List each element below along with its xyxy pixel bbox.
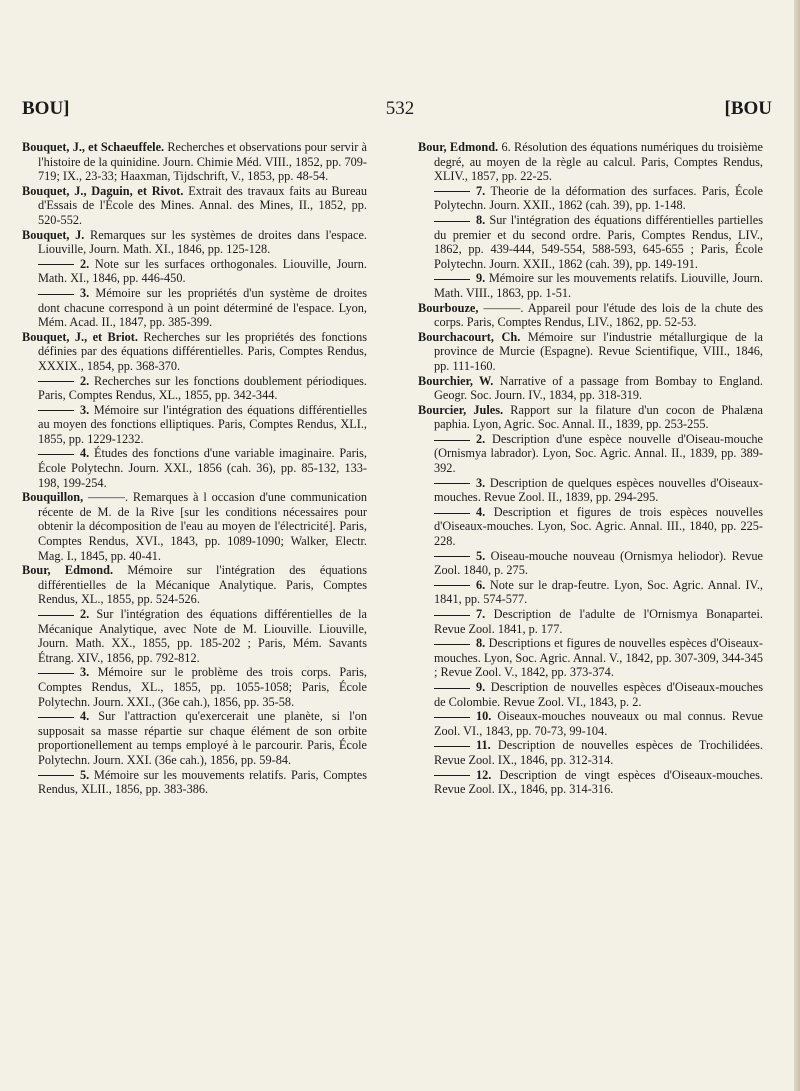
bibliography-entry xyxy=(22,330,367,374)
entry-citation: Mémoire sur le problème des trois corps. Paris, Comptes Rendus, XL., 1855, pp. 1055-1058; Paris, École Polytechn. Journ. XXI., (36e cah.), 1856, pp. 35-58. xyxy=(38,665,367,709)
bibliography-subentry xyxy=(22,768,367,797)
entry-citation: Note sur le drap-feutre. Lyon, Soc. Agric. Annal. IV., 1841, pp. 574-577. xyxy=(434,577,763,607)
entry-number: 3. xyxy=(80,285,90,300)
repeat-author-dash xyxy=(434,585,470,586)
repeat-author-dash xyxy=(434,221,470,222)
bibliography-subentry xyxy=(418,271,763,300)
repeat-author-dash xyxy=(38,294,74,295)
bibliography-subentry xyxy=(418,213,763,271)
entry-citation: Description et figures de trois espèces nouvelles d'Oiseaux-mouches. Lyon, Soc. Agric. Annal. III., 1840, pp. 225-228. xyxy=(434,504,763,549)
repeat-author-dash xyxy=(434,556,470,557)
bibliography-entry xyxy=(22,563,367,607)
bibliography-subentry xyxy=(418,768,763,797)
bibliography-subentry xyxy=(22,607,367,665)
repeat-author-dash xyxy=(38,615,74,616)
left-column xyxy=(22,140,367,797)
bibliography-subentry xyxy=(22,665,367,709)
bibliography-subentry xyxy=(22,374,367,403)
bibliography-entry xyxy=(418,301,763,330)
entry-citation: Description de quelques espèces nouvelles d'Oiseaux-mouches. Revue Zool. II., 1839, pp. 294-295. xyxy=(434,475,763,505)
repeat-author-dash xyxy=(38,264,74,265)
bibliography-subentry xyxy=(418,709,763,738)
bibliography-subentry xyxy=(22,257,367,286)
entry-number: 12. xyxy=(476,767,492,782)
bibliography-subentry xyxy=(22,709,367,767)
repeat-author-dash xyxy=(38,410,74,411)
entry-author: Bourcier, Jules. xyxy=(418,402,504,417)
entry-citation: Recherches et observations pour servir à l'histoire de la quinidine. Journ. Chimie Méd. VIII., 1852, pp. 709-719; IX., 23-33; Haaxman, Tijdschrift, V., 1853, pp. 48-54. xyxy=(38,140,367,184)
bibliography-entry xyxy=(22,490,367,563)
bibliography-entry xyxy=(22,184,367,228)
entry-citation: Description de vingt espèces d'Oiseaux-mouches. Revue Zool. IX., 1846, pp. 314-316. xyxy=(434,767,763,797)
entry-number: 3. xyxy=(476,475,486,490)
entry-number: 3. xyxy=(80,402,90,417)
repeat-author-dash xyxy=(434,688,470,689)
bibliography-entry xyxy=(418,330,763,374)
entry-author: Bouquet, J., et Schaeuffele. xyxy=(22,140,165,154)
entry-citation: Description d'une espèce nouvelle d'Oiseau-mouche (Ornismya labrador). Lyon, Soc. Agric. Annal. II., 1839, pp. 389-392. xyxy=(434,431,763,476)
page-number: 532 xyxy=(385,98,415,119)
entry-number: 7. xyxy=(476,183,486,198)
entry-number: 8. xyxy=(476,212,486,227)
entry-number: 11. xyxy=(476,738,491,753)
bibliography-entry xyxy=(22,140,367,184)
page-header xyxy=(0,98,800,124)
entry-citation: ———. Remarques à l occasion d'une communication récente de M. de la Rive [sur les conditions nécessaires pour obtenir la décomposition de l'eau au moyen de l'électricité]. Paris, Comptes Rendus, XVI., 1843, pp. 1089-1090; Walker, Electr. Mag. I., 1845, pp. 40-41. xyxy=(38,490,367,563)
repeat-author-dash xyxy=(38,673,74,674)
entry-citation: Description de l'adulte de l'Ornismya Bonapartei. Revue Zool. 1841, p. 177. xyxy=(434,607,763,636)
entry-citation: Narrative of a passage from Bombay to England. Geogr. Soc. Journ. IV., 1834, pp. 318-319. xyxy=(434,373,764,403)
entry-number: 9. xyxy=(476,271,486,286)
repeat-author-dash xyxy=(434,775,470,776)
repeat-author-dash xyxy=(434,746,470,747)
entry-citation: Études des fonctions d'une variable imaginaire. Paris, École Polytechn. Journ. XXI., 1856 (cah. 36), pp. 85-132, 133-198, 199-254. xyxy=(38,446,367,490)
page-edge xyxy=(794,0,800,1091)
bibliography-subentry xyxy=(418,607,763,636)
entry-number: 2. xyxy=(80,373,90,388)
bibliography-subentry xyxy=(418,505,763,549)
bibliography-subentry xyxy=(418,549,763,578)
entry-author: Bourchacourt, Ch. xyxy=(418,329,521,344)
entry-number: 2. xyxy=(80,607,90,621)
entry-citation: Mémoire sur l'industrie métallurgique de la province de Murcie (Espagne). Revue Scientifique, VIII., 1846, pp. 111-160. xyxy=(434,329,763,373)
entry-citation: Theorie de la déformation des surfaces. Paris, École Polytechn. Journ. XXII., 1862 (cah. 39), pp. 1-148. xyxy=(434,183,763,213)
entry-citation: Extrait des travaux faits au Bureau d'Essais de l'École des Mines. Annal. des Mines, II., 1852, pp. 520-552. xyxy=(38,183,368,227)
entry-number: 2. xyxy=(476,431,486,446)
entry-citation: Recherches sur les fonctions doublement périodiques. Paris, Comptes Rendus, XL., 1855, pp. 342-344. xyxy=(38,373,368,403)
bibliography-subentry xyxy=(418,432,763,476)
entry-number: 8. xyxy=(476,636,486,651)
entry-author: Bour, Edmond. xyxy=(418,140,499,154)
repeat-author-dash xyxy=(38,775,74,776)
bibliography-subentry xyxy=(418,578,763,607)
entry-number: 5. xyxy=(80,767,90,782)
entry-number: 5. xyxy=(476,548,486,563)
entry-citation: Note sur les surfaces orthogonales. Liouville, Journ. Math. XI., 1846, pp. 446-450. xyxy=(38,256,367,286)
entry-author: Bouquet, J., Daguin, et Rivot. xyxy=(22,183,184,198)
entry-author: Bouquillon, xyxy=(22,490,84,505)
entry-author: Bourbouze, xyxy=(418,300,479,315)
bibliography-entry xyxy=(418,140,763,184)
entry-citation: ———. Appareil pour l'étude des lois de la chute des corps. Paris, Comptes Rendus, LIV., 1862, pp. 52-53. xyxy=(434,300,764,330)
entry-number: 4. xyxy=(80,446,90,461)
right-column xyxy=(418,140,763,797)
repeat-author-dash xyxy=(434,717,470,718)
entry-citation: Sur l'intégration des équations différentielles de la Mécanique Analytique, avec Note de M. Liouville. Liouville, Journ. Math. XX., 1855, pp. 185-202 ; Paris, Mém. Savants Étrang. XIV., 1856, pp. 792-812. xyxy=(38,607,367,665)
bibliography-subentry xyxy=(22,403,367,447)
entry-number: 4. xyxy=(476,504,486,519)
repeat-author-dash xyxy=(434,513,470,514)
entry-citation: Mémoire sur les mouvements relatifs. Liouville, Journ. Math. VIII., 1863, pp. 1-51. xyxy=(434,271,764,300)
header-left-key: BOU] xyxy=(22,98,70,119)
entry-citation: Description de nouvelles espèces de Trochilidées. Revue Zool. IX., 1846, pp. 312-314. xyxy=(434,738,764,767)
entry-author: Bourchier, W. xyxy=(418,373,494,388)
entry-citation: Mémoire sur l'intégration des équations différentielles au moyen des fonctions elliptiques. Paris, Comptes Rendus, XLI., 1855, pp. 1229-1232. xyxy=(38,402,367,446)
repeat-author-dash xyxy=(434,644,470,645)
entry-citation: Recherches sur les propriétés des fonctions définies par des équations différentielles. Paris, Comptes Rendus, XXXIX., 1854, pp. 368-370. xyxy=(38,329,368,373)
entry-citation: Sur l'attraction qu'exercerait une planète, si l'on supposait sa masse répartie sur chaque élément de son orbite proportionellement au temps employé à le parcourir. Paris, École Polytechn. Journ. XXI. (36e cah.), 1856, pp. 59-84. xyxy=(38,709,367,767)
repeat-author-dash xyxy=(434,191,470,192)
repeat-author-dash xyxy=(434,615,470,616)
entry-number: 7. xyxy=(476,607,486,621)
bibliography-subentry xyxy=(418,738,763,767)
entry-citation: Mémoire sur les mouvements relatifs. Paris, Comptes Rendus, XLII., 1856, pp. 383-386. xyxy=(38,767,367,797)
entry-number: 2. xyxy=(80,256,90,271)
entry-number: 4. xyxy=(80,709,90,724)
repeat-author-dash xyxy=(434,483,470,484)
header-right-key: [BOU xyxy=(724,98,772,119)
bibliography-entry xyxy=(418,374,763,403)
entry-number: 3. xyxy=(80,665,90,680)
bibliography-entry xyxy=(22,228,367,257)
entry-citation: 6. Résolution des équations numériques du troisième degré, au moyen de la règle au calcul. Paris, Comptes Rendus, XLIV., 1857, pp. 22-25. xyxy=(434,140,763,184)
entry-author: Bouquet, J., et Briot. xyxy=(22,329,138,344)
repeat-author-dash xyxy=(434,279,470,280)
entry-citation: Descriptions et figures de nouvelles espèces d'Oiseaux-mouches. Lyon, Soc. Agric. Annal. V., 1842, pp. 307-309, 344-345 ; Revue Zool. V., 1842, pp. 373-374. xyxy=(434,636,764,680)
entry-citation: Mémoire sur l'intégration des équations différentielles de la Mécanique Analytique. Paris, Comptes Rendus, XL., 1855, pp. 524-526. xyxy=(38,563,367,607)
repeat-author-dash xyxy=(38,454,74,455)
entry-citation: Mémoire sur les propriétés d'un système de droites dont chacune correspond à un point déterminé de l'espace. Lyon, Mém. Acad. II., 1847, pp. 385-399. xyxy=(38,285,367,330)
entry-citation: Sur l'intégration des équations différentielles partielles du premier et du second ordre. Paris, Comptes Rendus, LIV., 1862, pp. 439-444, 549-554, 588-593, 645-655 ; Paris, École Polytechn. Journ. XXII., 1862 (cah. 39), pp. 149-191. xyxy=(434,212,763,271)
entry-citation: Remarques sur les systèmes de droites dans l'espace. Liouville, Journ. Math. XI., 1846, pp. 125-128. xyxy=(38,227,368,257)
bibliography-subentry xyxy=(22,286,367,330)
bibliography-subentry xyxy=(418,476,763,505)
bibliography-subentry xyxy=(418,636,763,680)
repeat-author-dash xyxy=(38,717,74,718)
entry-number: 9. xyxy=(476,679,486,694)
entry-citation: Description de nouvelles espèces d'Oiseaux-mouches de Colombie. Revue Zool. VI., 1843, p. 2. xyxy=(434,679,763,709)
entry-number: 6. xyxy=(476,577,486,592)
entry-author: Bour, Edmond. xyxy=(22,563,114,578)
repeat-author-dash xyxy=(434,440,470,441)
bibliography-subentry xyxy=(22,446,367,490)
bibliography-entry xyxy=(418,403,763,432)
entry-author: Bouquet, J. xyxy=(22,227,85,242)
entry-citation: Rapport sur la filature d'un cocon de Phalæna paphia. Lyon, Agric. Soc. Annal. II., 1839, pp. 253-255. xyxy=(434,402,764,432)
entry-citation: Oiseau-mouche nouveau (Ornismya heliodor). Revue Zool. 1840, p. 275. xyxy=(434,548,763,578)
bibliography-subentry xyxy=(418,680,763,709)
bibliography-subentry xyxy=(418,184,763,213)
repeat-author-dash xyxy=(38,381,74,382)
entry-number: 10. xyxy=(476,709,492,724)
entry-citation: Oiseaux-mouches nouveaux ou mal connus. Revue Zool. VI., 1843, pp. 70-73, 99-104. xyxy=(434,709,764,738)
